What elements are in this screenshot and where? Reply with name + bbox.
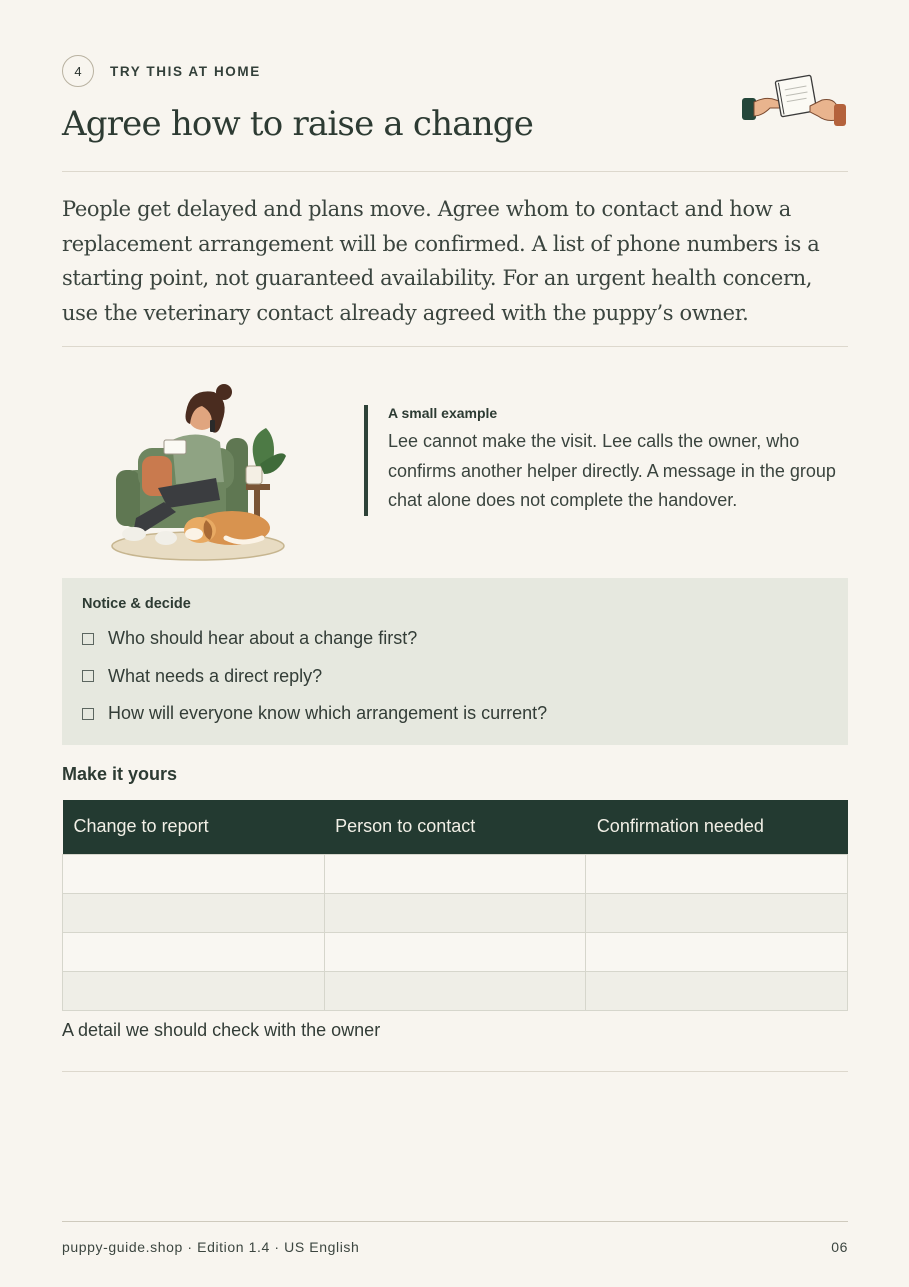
- table-header-row: [63, 800, 848, 854]
- column-header-change: Change to report: [63, 800, 325, 854]
- checkbox-icon[interactable]: [82, 708, 94, 720]
- notice-title: Notice & decide: [82, 596, 191, 612]
- example-callout: [364, 405, 858, 516]
- table-cell[interactable]: [324, 971, 586, 1010]
- table-cell[interactable]: [586, 854, 848, 893]
- checklist-item-label: Who should hear about a change first?: [108, 628, 418, 649]
- hands-passing-notebook-icon: [740, 70, 848, 132]
- intro-divider: [62, 346, 848, 347]
- table-cell[interactable]: [324, 932, 586, 971]
- table-row: [63, 971, 848, 1010]
- table-cell[interactable]: [63, 971, 325, 1010]
- table-cell[interactable]: [586, 932, 848, 971]
- table-cell[interactable]: [586, 971, 848, 1010]
- intro-paragraph: People get delayed and plans move. Agree whom to contact and how a replacement arrangement will be confirmed. A list of phone numbers is a starting point, not guaranteed availability. For an urgent health concern, use the veterinary contact already agreed with the puppy’s owner.: [62, 197, 820, 325]
- notice-decide-panel: [62, 578, 848, 745]
- checkbox-icon[interactable]: [82, 633, 94, 645]
- column-header-person: Person to contact: [324, 800, 586, 854]
- step-number-badge: 4: [62, 55, 94, 87]
- page: [62, 0, 848, 1287]
- table-cell[interactable]: [324, 854, 586, 893]
- footer-divider: [62, 1221, 848, 1222]
- table-cell[interactable]: [63, 854, 325, 893]
- header-divider: [62, 171, 848, 172]
- table-cell[interactable]: [63, 932, 325, 971]
- checklist-item-label: What needs a direct reply?: [108, 665, 323, 686]
- checklist-item-label: How will everyone know which arrangement is current?: [108, 703, 548, 724]
- footer-edition-info: puppy-guide.shop · Edition 1.4 · US English: [62, 1239, 360, 1255]
- checklist-item: [82, 620, 828, 658]
- table-cell[interactable]: [586, 893, 848, 932]
- step-header: [62, 54, 261, 88]
- right-sleeve-shape: [834, 104, 846, 126]
- checklist-item: [82, 658, 828, 696]
- table-row: [63, 932, 848, 971]
- owner-detail-write-line[interactable]: [62, 1071, 848, 1072]
- column-header-confirmation: Confirmation needed: [586, 800, 848, 854]
- page-number: 06: [831, 1239, 848, 1255]
- worksheet-table: [62, 800, 848, 1011]
- person-on-phone-with-sleeping-puppy-illustration: [106, 378, 290, 564]
- checklist-item: [82, 695, 828, 733]
- owner-detail-label: A detail we should check with the owner: [62, 1020, 381, 1040]
- checkbox-icon[interactable]: [82, 670, 94, 682]
- page-title: Agree how to raise a change: [62, 104, 534, 144]
- example-label: A small example: [388, 405, 498, 421]
- worksheet-title: Make it yours: [62, 764, 178, 784]
- table-row: [63, 854, 848, 893]
- table-row: [63, 893, 848, 932]
- step-label: TRY THIS AT HOME: [110, 63, 261, 79]
- table-cell[interactable]: [324, 893, 586, 932]
- example-text: Lee cannot make the visit. Lee calls the owner, who confirms another helper directly. A message in the group chat alone does not complete the handover.: [388, 431, 836, 510]
- table-cell[interactable]: [63, 893, 325, 932]
